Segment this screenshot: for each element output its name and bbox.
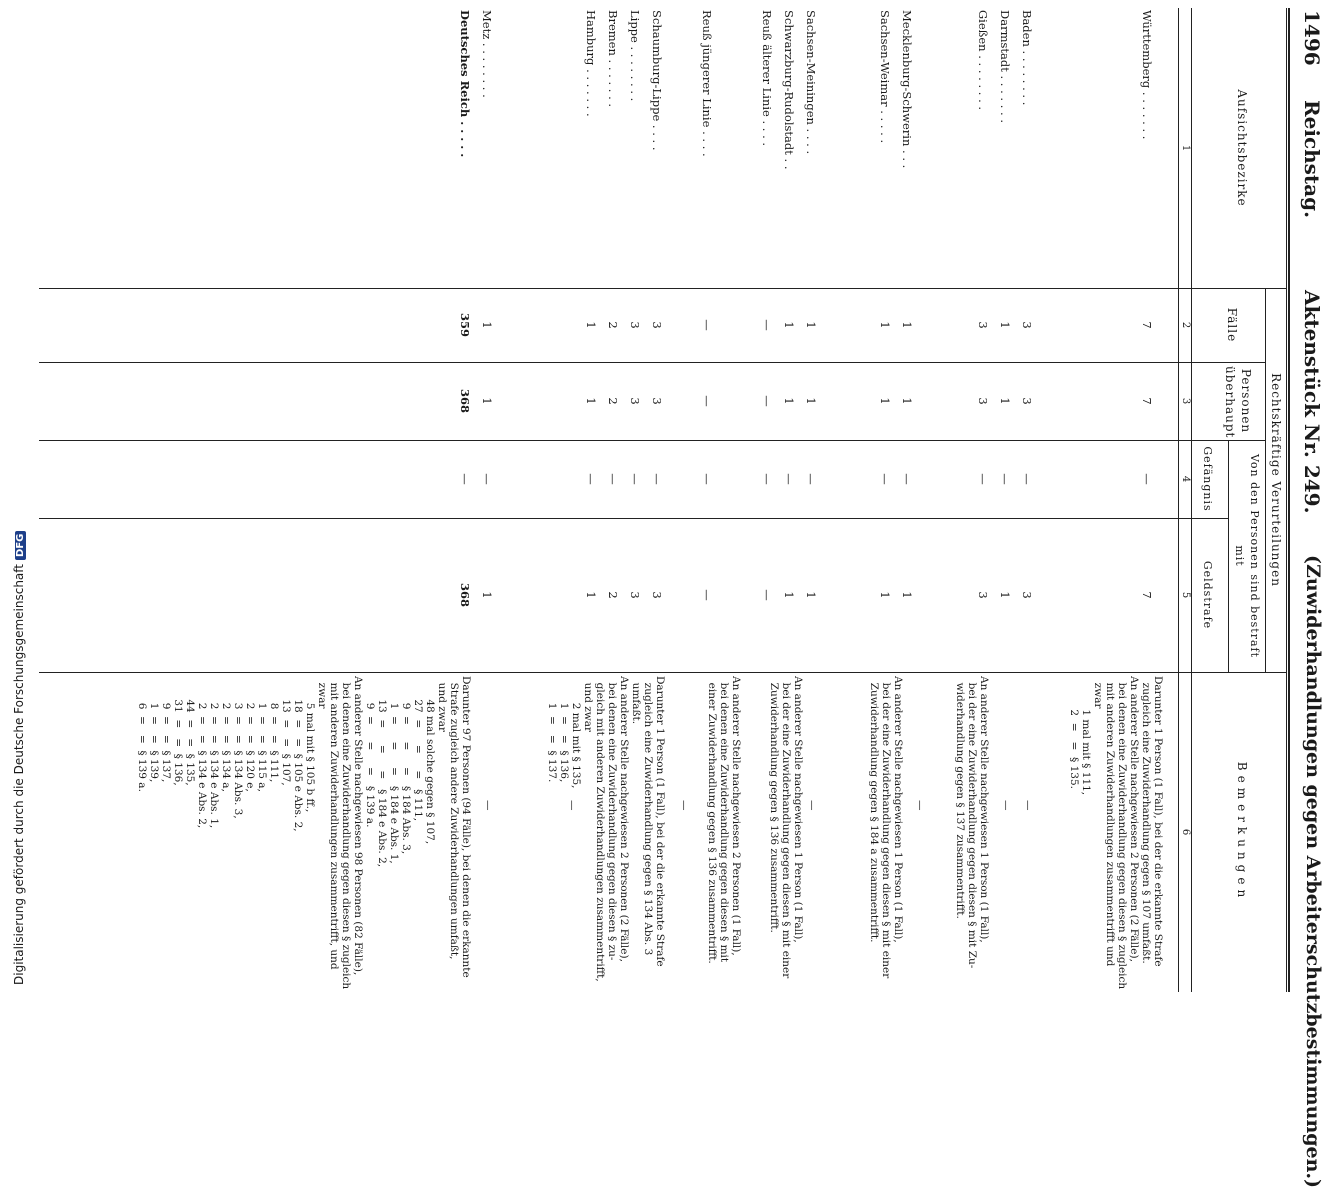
cell-personen: 1 — [584, 397, 598, 405]
cell-geldstrafe: 3 — [628, 591, 642, 599]
header-geldstrafe: Geldstrafe — [1201, 560, 1214, 630]
group-rule — [1265, 288, 1266, 672]
remark-schaumburg: Darunter 1 Person (1 Fall), bei der die erkannte Strafe zugleich eine Zuwiderhandlung gegen § 134 Abs. 3 umfaßt. An anderer Stelle nachgewiesen 2 Personen (2 Fälle), bei denen eine Zuwiderhandlung gegen diesen § zu- gleich mit anderen Zuwiderhandlungen zusammentrifft, und zwar 2 mal mit § 135, 1 = = § 136, 1 = = § 137. — [546, 676, 666, 982]
cell-faelle: 1 — [900, 321, 914, 329]
header-faelle: Fälle — [1225, 307, 1239, 343]
cell-gefaengnis: — — [760, 473, 774, 485]
cell-gefaengnis: — — [628, 473, 642, 485]
cell-gefaengnis: — — [650, 473, 664, 485]
table-row-label: Hamburg . . . . . . . — [584, 10, 598, 117]
table-row-label: Baden . . . . . . . . — [1020, 10, 1034, 106]
cell-faelle: 1 — [480, 321, 494, 329]
cell-personen: 3 — [650, 397, 664, 405]
column-number-3: 3 — [1180, 397, 1191, 405]
header-bemerkungen: Bemerkungen — [1235, 761, 1249, 903]
cell-geldstrafe: 1 — [900, 591, 914, 599]
remark-reuss-jung: — — [678, 800, 690, 811]
cell-personen: 1 — [782, 397, 796, 405]
cell-geldstrafe: 1 — [480, 591, 494, 599]
column-number-5: 5 — [1180, 591, 1191, 599]
remark-meiningen: — — [806, 800, 818, 811]
cell-geldstrafe: 1 — [584, 591, 598, 599]
table-row-label: Gießen . . . . . . . . — [976, 10, 990, 111]
header-gefaengnis: Gefängnis — [1201, 446, 1214, 512]
table-row-label: Darmstadt . . . . . . . — [998, 10, 1012, 124]
remark-reuss-aelt: An anderer Stelle nachgewiesen 2 Personen (1 Fall), bei denen eine Zuwiderhandlung gegen diesen § mit einer Zuwiderhandlung gegen § 136 zusammentrifft. — [706, 676, 742, 964]
cell-faelle: 7 — [1140, 321, 1154, 329]
cell-geldstrafe: 1 — [878, 591, 892, 599]
cell-faelle: 3 — [628, 321, 642, 329]
cell-gefaengnis: — — [1140, 473, 1154, 485]
header-bestraft-mit: Von den Personen sind bestraft mit — [1233, 453, 1261, 659]
table-row-label: Württemberg . . . . . . . — [1140, 10, 1154, 140]
cell-gefaengnis: — — [976, 473, 990, 485]
cell-personen: — — [760, 395, 774, 407]
cell-faelle: — — [760, 319, 774, 331]
cell-personen: 1 — [998, 397, 1012, 405]
cell-geldstrafe: 7 — [1140, 591, 1154, 599]
cell-personen: — — [700, 395, 714, 407]
remark-rudolstadt: An anderer Stelle nachgewiesen 1 Person (1 Fall), bei der eine Zuwiderhandlung gegen diesen § mit einer Zuwiderhandlung gegen § 136 zusammentrifft. — [768, 676, 804, 979]
cell-faelle: 3 — [650, 321, 664, 329]
remark-mecklenburg: — — [914, 800, 926, 811]
table-row-label-total: Deutsches Reich . . . . . — [458, 10, 472, 158]
table-row-label: Reuß älterer Linie . . . . — [760, 10, 774, 147]
table-row-label: Sachsen-Weimar . . . . . — [878, 10, 892, 144]
cell-personen-total: 368 — [458, 388, 472, 413]
cell-geldstrafe: 3 — [976, 591, 990, 599]
cell-geldstrafe: — — [760, 589, 774, 601]
header-chamber: Reichstag. — [1300, 100, 1324, 219]
remark-wuerttemberg: Darunter 1 Person (1 Fall), bei der die erkannte Strafe zugleich eine Zuwiderhandlung gegen § 107 umfaßt. An anderer Stelle nachgewiesen 2 Personen (2 Fälle), bei denen eine Zuwiderhandlung gegen diesen § zugleich mit anderen Zuwiderhandlungen zusammentrifft und zwar 1 mal mit § 111, 2 = = § 135. — [1068, 676, 1164, 990]
cell-gefaengnis: — — [804, 473, 818, 485]
cell-geldstrafe: 2 — [606, 591, 620, 599]
table-row-label: Mecklenburg-Schwerin . . . — [900, 10, 914, 169]
remark-metz: — — [482, 800, 494, 811]
cell-faelle: 1 — [998, 321, 1012, 329]
cell-geldstrafe: 3 — [650, 591, 664, 599]
remark-darmstadt: — — [1000, 800, 1012, 811]
table-row-label: Sachsen-Meiningen . . . . — [804, 10, 818, 155]
cell-faelle: 1 — [878, 321, 892, 329]
cell-personen: 7 — [1140, 397, 1154, 405]
header-subject: (Zuwiderhandlungen gegen Arbeiterschutzbestimmungen.) — [1302, 555, 1324, 1188]
cell-geldstrafe: 3 — [1020, 591, 1034, 599]
cell-personen: 3 — [976, 397, 990, 405]
header-bottom-rule — [1191, 8, 1192, 992]
cell-personen: 1 — [804, 397, 818, 405]
column-number-2: 2 — [1180, 321, 1191, 329]
cell-geldstrafe: 1 — [782, 591, 796, 599]
cell-gefaengnis: — — [606, 473, 620, 485]
cell-faelle: 1 — [782, 321, 796, 329]
table-row-label: Lippe . . . . . . . . — [628, 10, 642, 102]
cell-faelle: 2 — [606, 321, 620, 329]
remark-giessen: An anderer Stelle nachgewiesen 1 Person (1 Fall), bei der eine Zuwiderhandlung gegen diesen § mit Zu- widerhandlung gegen § 137 zusammentrifft. — [954, 676, 990, 969]
remark-baden: — — [1022, 800, 1034, 811]
cell-geldstrafe: 1 — [998, 591, 1012, 599]
cell-faelle: 3 — [1020, 321, 1034, 329]
header-verurteilungen: Rechtskräftige Verurteilungen — [1269, 373, 1283, 587]
cell-geldstrafe: 1 — [804, 591, 818, 599]
cell-gefaengnis: — — [700, 473, 714, 485]
dfg-logo: DFG — [15, 531, 26, 560]
column-number-4: 4 — [1180, 475, 1191, 483]
cell-gefaengnis: — — [998, 473, 1012, 485]
header-aufsichtsbezirke: Aufsichtsbezirke — [1235, 89, 1249, 207]
remark-weimar: An anderer Stelle nachgewiesen 1 Person (1 Fall), bei der eine Zuwiderhandlung gegen diesen § mit einer Zuwiderhandlung gegen § 184 a zusammentrifft. — [868, 676, 904, 979]
cell-faelle-total: 359 — [458, 312, 472, 337]
cell-gefaengnis: — — [878, 473, 892, 485]
cell-geldstrafe-total: 368 — [458, 582, 472, 607]
table-row-label: Bremen . . . . . . . — [606, 10, 620, 108]
cell-gefaengnis: — — [480, 473, 494, 485]
table-row-label: Reuß jüngerer Linie . . . . — [700, 10, 714, 157]
column-number-1: 1 — [1180, 144, 1191, 152]
col-divider-5 — [39, 672, 1287, 673]
cell-personen: 1 — [878, 397, 892, 405]
cell-gefaengnis: — — [782, 473, 796, 485]
table-top-rule-inner — [1286, 8, 1287, 992]
header-document: Aktenstück Nr. 249. — [1300, 290, 1324, 514]
cell-gefaengnis: — — [900, 473, 914, 485]
remark-deutsches-reich: Darunter 97 Personen (94 Fälle), bei denen die erkannte Strafe zugleich andere Zuwiderhandlungen umfaßt, und zwar 48 mal solche gegen § 107, 27 = = = § 111, 9 = = = § 184 Abs. 3, 1 = = = § 184 e Abs. 1, 13 = = = § 184 e Abs. 2, 9 = = = § 139 a. An anderer Stelle nachgewiesen 98 Personen (82 Fälle), bei denen eine Zuwiderhandlung gegen diesen § zugleich mit anderen Zuwiderhandlungen zusammentrifft, und zwar 5 mal mit § 105 b ff., 18 = = § 105 e Abs. 2, 13 = = § 107, 8 = = § 111, 1 = = § 115 a, 2 = = § 120 e, 3 = = § 134 Abs. 3, 2 = = § 134 a, 2 = = § 134 e Abs. 1, 2 = = § 134 e Abs. 2, 44 = = § 135, 31 = = § 136, 9 = = § 137, 1 = = § 139, 6 = = § 139 a. — [136, 676, 472, 990]
colnum-rule — [1178, 8, 1179, 992]
cell-geldstrafe: — — [700, 589, 714, 601]
cell-personen: 1 — [900, 397, 914, 405]
subgroup-rule — [1228, 440, 1229, 672]
table-row-label: Schaumburg-Lippe . . . . — [650, 10, 664, 151]
remark-lippe-hamburg: — — [566, 800, 578, 811]
table-top-rule — [1288, 8, 1290, 992]
cell-personen: 3 — [628, 397, 642, 405]
cell-gefaengnis: — — [584, 473, 598, 485]
cell-personen: 2 — [606, 397, 620, 405]
cell-faelle: 3 — [976, 321, 990, 329]
column-number-6: 6 — [1180, 828, 1191, 836]
table-row-label: Metz . . . . . . . . — [480, 10, 494, 98]
cell-gefaengnis: — — [1020, 473, 1034, 485]
cell-gefaengnis-total: — — [458, 473, 472, 485]
page-number: 1496 — [1300, 10, 1324, 66]
cell-faelle: 1 — [804, 321, 818, 329]
header-personen: Personen überhaupt — [1223, 366, 1253, 439]
cell-personen: 3 — [1020, 397, 1034, 405]
cell-faelle: 1 — [584, 321, 598, 329]
cell-faelle: — — [700, 319, 714, 331]
table-row-label: Schwarzburg-Rudolstadt . . — [782, 10, 796, 170]
footer-text: Digitalisierung gefördert durch die Deutsche Forschungsgemeinschaft — [12, 563, 26, 985]
cell-personen: 1 — [480, 397, 494, 405]
